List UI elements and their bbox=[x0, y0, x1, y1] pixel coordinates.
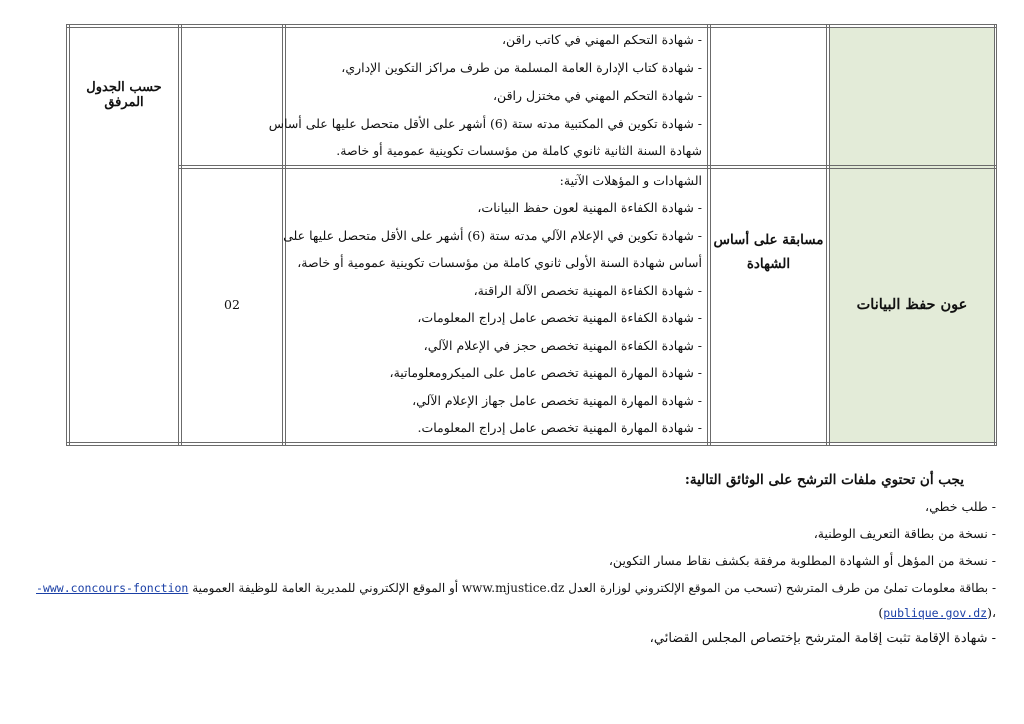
col-divider-3 bbox=[707, 24, 708, 446]
col-divider-1 bbox=[178, 24, 179, 446]
table-inner-bottom-border bbox=[66, 442, 997, 443]
docs-item-4-suffix: )، bbox=[987, 605, 996, 620]
docs-item-2: - نسخة من بطاقة التعريف الوطنية، bbox=[813, 526, 996, 541]
row-divider-b bbox=[178, 168, 997, 169]
docs-item-5: - شهادة الإقامة تثبت إقامة المترشح بإختصاص المجلس القضائي، bbox=[649, 631, 996, 646]
row2-item-9: - شهادة المهارة المهنية تخصص عامل جهاز الإعلام الآلي، bbox=[412, 393, 702, 408]
row1-item-3: - شهادة التحكم المهني في مختزل راقن، bbox=[493, 88, 702, 103]
row1-item-1: - شهادة التحكم المهني في كاتب راقن، bbox=[502, 32, 702, 47]
row1-item-2: - شهادة كتاب الإدارة العامة المسلمة من طرف مراكز التكوين الإداري، bbox=[341, 60, 702, 75]
docs-item-4-continued bbox=[878, 606, 996, 620]
row2-item-8: - شهادة المهارة المهنية تخصص عامل على الميكرومعلوماتية، bbox=[389, 365, 702, 380]
row2-item-2: - شهادة الكفاءة المهنية لعون حفظ البيانات، bbox=[477, 200, 702, 215]
concours-fonction-link-part1[interactable]: www.concours-fonction- bbox=[36, 581, 189, 595]
docs-item-4-text: - بطاقة معلومات تملئ من طرف المترشح (تسحب من الموقع الإلكتروني لوزارة العدل www.mjustice.dz أو الموقع الإلكتروني للمديرية العامة للوظيفة العمومية bbox=[192, 581, 996, 595]
rank-column-shade bbox=[829, 28, 994, 443]
row1-item-4: - شهادة تكوين في المكتبية مدته ستة (6) أشهر على الأقل متحصل عليها على أساس bbox=[268, 116, 702, 131]
recruitment-mode-line1: مسابقة على أساس bbox=[713, 232, 824, 248]
row2-item-5: - شهادة الكفاءة المهنية تخصص الآلة الراقنة، bbox=[473, 283, 702, 298]
col-divider-4 bbox=[826, 24, 827, 446]
docs-item-3: - نسخة من المؤهل أو الشهادة المطلوبة مرفقة بكشف نقاط مسار التكوين، bbox=[608, 553, 996, 568]
docs-heading: يجب أن تحتوي ملفات الترشح على الوثائق التالية: bbox=[684, 472, 964, 488]
recruitment-mode-line2: الشهادة bbox=[746, 256, 791, 272]
row1-item-5: شهادة السنة الثانية ثانوي كاملة من مؤسسات تكوينية عمومية أو خاصة. bbox=[336, 143, 702, 158]
row2-item-1: الشهادات و المؤهلات الآتية: bbox=[559, 173, 702, 188]
row2-item-4: أساس شهادة السنة الأولى ثانوي كاملة من مؤسسات تكوينية عمومية أو خاصة، bbox=[297, 255, 702, 270]
table-inner-right-border bbox=[994, 24, 995, 446]
col-divider-4b bbox=[829, 24, 830, 446]
table-inner-top-border bbox=[66, 27, 997, 28]
rank-title: عون حفظ البيانات bbox=[856, 296, 968, 313]
row2-item-10: - شهادة المهارة المهنية تخصص عامل إدراج المعلومات. bbox=[417, 420, 702, 435]
positions-count: 02 bbox=[224, 297, 240, 312]
concours-fonction-link-part2[interactable]: publique.gov.dz bbox=[883, 606, 988, 620]
docs-item-4-open-paren: ( bbox=[878, 605, 884, 620]
row2-item-6: - شهادة الكفاءة المهنية تخصص عامل إدراج المعلومات، bbox=[417, 310, 702, 325]
row2-item-3: - شهادة تكوين في الإعلام الآلي مدته ستة (6) أشهر على الأقل متحصل عليها على bbox=[283, 228, 702, 243]
row-divider bbox=[178, 165, 997, 166]
row2-item-7: - شهادة الكفاءة المهنية تخصص حجز في الإعلام الآلي، bbox=[423, 338, 702, 353]
col-divider-1b bbox=[181, 24, 182, 446]
docs-item-4 bbox=[36, 581, 996, 595]
salary-cell: حسب الجدول المرفق bbox=[86, 80, 162, 110]
docs-item-1: - طلب خطي، bbox=[925, 499, 996, 514]
